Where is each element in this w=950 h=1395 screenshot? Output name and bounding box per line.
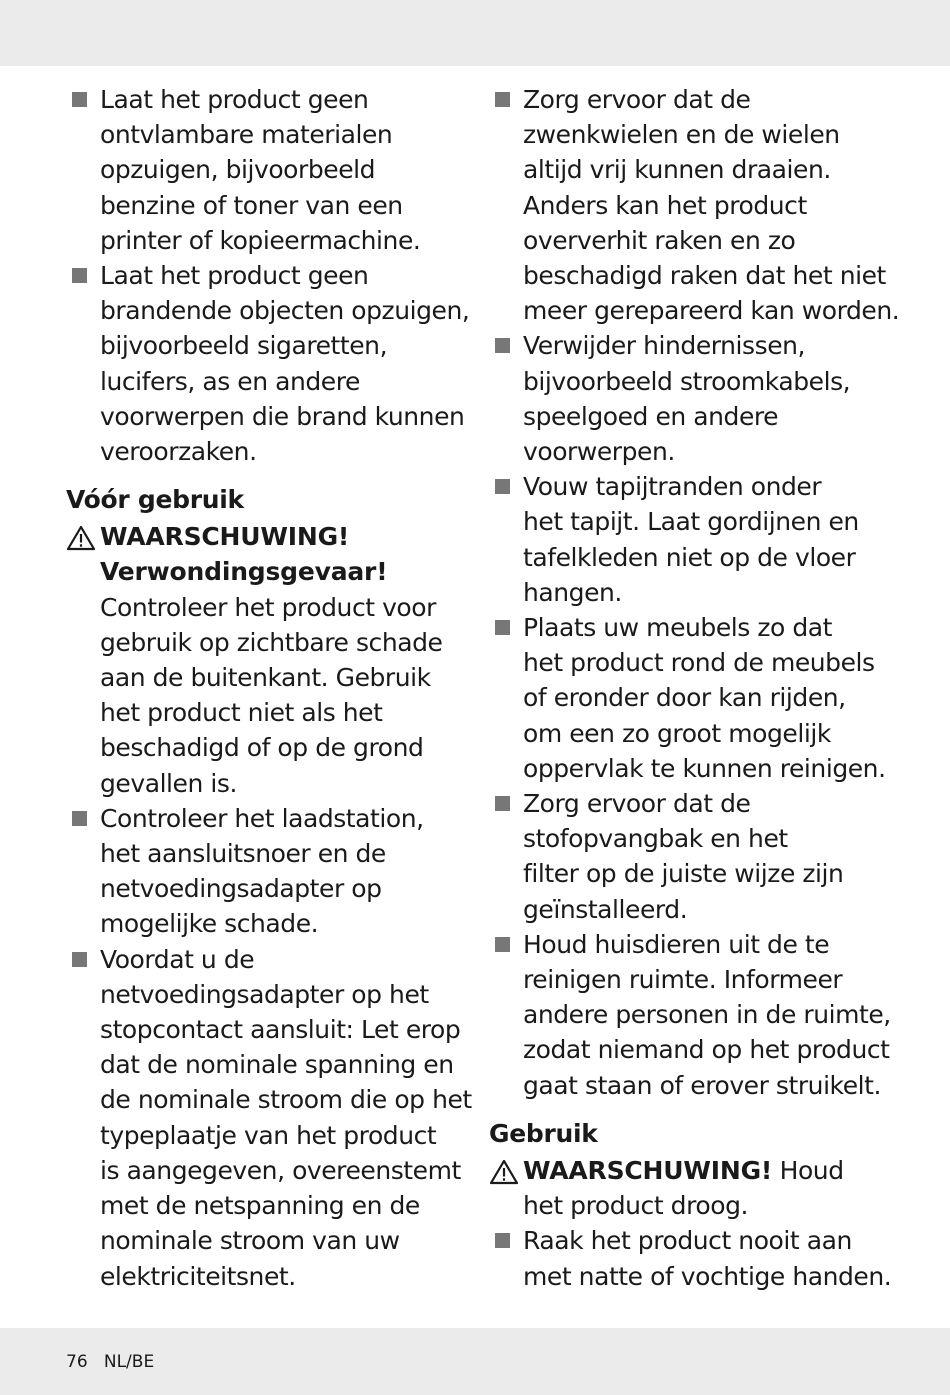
right-column xyxy=(489,82,900,1294)
warning-subtitle: Verwondingsgevaar! xyxy=(100,557,388,587)
warning-triangle-icon xyxy=(66,525,96,551)
warning-text-line: het product droog. xyxy=(523,1191,748,1221)
warning-block-injury xyxy=(66,519,466,801)
list-item-line: Plaats uw meubels zo dat xyxy=(523,613,832,643)
list-item-line: Zorg ervoor dat de xyxy=(523,85,751,114)
list-item-line: het product rond de meubels xyxy=(523,648,875,678)
list-item-line: beschadigd raken dat het niet xyxy=(523,261,886,291)
list-item-line: geïnstalleerd. xyxy=(523,894,688,924)
list-item-line: lucifers, as en andere xyxy=(100,366,360,396)
list-item-line: het tapijt. Laat gordijnen en xyxy=(523,507,859,537)
list-item-line: dat de nominale spanning en xyxy=(100,1050,454,1080)
list-item-line: reinigen ruimte. Informeer xyxy=(523,965,843,995)
list-item xyxy=(66,942,472,1294)
list-item-line: benzine of toner van een xyxy=(100,190,403,220)
list-item xyxy=(489,1223,892,1293)
list-item-line: is aangegeven, overeenstemt xyxy=(100,1155,461,1185)
list-item-line: elektriciteitsnet. xyxy=(100,1261,296,1291)
list-item-line: speelgoed en andere xyxy=(523,401,779,431)
list-item-line: hangen. xyxy=(523,577,622,607)
list-item xyxy=(489,469,889,610)
list-item-line: bijvoorbeeld sigaretten, xyxy=(100,331,388,361)
list-item xyxy=(66,801,466,942)
square-bullet-icon xyxy=(72,92,87,107)
list-item-line: oppervlak te kunnen reinigen. xyxy=(523,753,886,783)
list-item-line: Zorg ervoor dat de xyxy=(523,789,751,819)
list-item-line: gaat staan of erover struikelt. xyxy=(523,1070,881,1100)
list-item-line: opzuigen, bijvoorbeeld xyxy=(100,155,376,185)
list-item-line: om een zo groot mogelijk xyxy=(523,718,831,748)
list-item-line: voorwerpen die brand kunnen xyxy=(100,401,465,431)
warning-text-line: aan de buitenkant. Gebruik xyxy=(100,663,431,693)
page-footer xyxy=(66,1350,154,1374)
list-item-line: meer gerepareerd kan worden. xyxy=(523,296,900,326)
warning-triangle-icon xyxy=(489,1159,519,1185)
square-bullet-icon xyxy=(495,92,510,107)
square-bullet-icon xyxy=(495,620,510,635)
list-item xyxy=(489,786,889,927)
list-item-line: Houd huisdieren uit de te xyxy=(523,929,830,959)
warning-text xyxy=(100,590,466,801)
list-item-line: andere personen in de ruimte, xyxy=(523,1000,891,1030)
list-item-line: stofopvangbak en het xyxy=(523,824,788,854)
list-item-line: zodat niemand op het product xyxy=(523,1035,890,1065)
list-item-line: Vouw tapijtranden onder xyxy=(523,472,822,502)
list-item xyxy=(489,927,889,1103)
list-item-line: bijvoorbeeld stroomkabels, xyxy=(523,366,851,396)
list-item-line: met de netspanning en de xyxy=(100,1191,420,1221)
list-item-line: Raak het product nooit aan xyxy=(523,1226,852,1256)
list-item-line: Anders kan het product xyxy=(523,190,807,220)
right-list-b xyxy=(489,1223,892,1293)
list-item-line: nominale stroom van uw xyxy=(100,1226,400,1256)
list-item-line: het aansluitsnoer en de xyxy=(100,839,386,869)
square-bullet-icon xyxy=(72,952,87,967)
list-item-line: typeplaatje van het product xyxy=(100,1120,437,1150)
list-item-line: brandende objecten opzuigen, xyxy=(100,296,470,326)
warning-block-dry xyxy=(489,1153,889,1223)
warning-text-line: het product niet als het xyxy=(100,698,383,728)
list-item-line: netvoedingsadapter op het xyxy=(100,979,429,1009)
list-item-line: met natte of vochtige handen. xyxy=(523,1261,892,1291)
square-bullet-icon xyxy=(72,268,87,283)
list-item-line: voorwerpen. xyxy=(523,437,675,467)
warning-title: WAARSCHUWING! xyxy=(523,1155,773,1185)
left-list-b xyxy=(66,801,472,1294)
list-item-line: filter op de juiste wijze zijn xyxy=(523,859,844,889)
square-bullet-icon xyxy=(495,479,510,494)
warning-text xyxy=(523,1188,889,1223)
list-item-line: altijd vrij kunnen draaien. xyxy=(523,155,831,185)
list-item-line: mogelijke schade. xyxy=(100,909,319,939)
square-bullet-icon xyxy=(495,796,510,811)
warning-text-line: gebruik op zichtbare schade xyxy=(100,627,443,657)
header-band xyxy=(0,0,950,66)
list-item-line: ontvlambare materialen xyxy=(100,120,393,150)
left-list-a xyxy=(66,82,470,469)
list-item-line: stopcontact aansluit: Let erop xyxy=(100,1015,461,1045)
list-item xyxy=(489,328,889,469)
list-item-line: tafelkleden niet op de vloer xyxy=(523,542,856,572)
section-heading-before-use: Vóór gebruik xyxy=(66,485,244,515)
list-item xyxy=(489,610,889,786)
list-item-line: of eronder door kan rijden, xyxy=(523,683,846,713)
list-item xyxy=(66,82,466,258)
square-bullet-icon xyxy=(495,1233,510,1248)
list-item-line: Laat het product geen xyxy=(100,261,369,291)
list-item-line: netvoedingsadapter op xyxy=(100,874,382,904)
locale-label: NL/BE xyxy=(103,1352,155,1372)
warning-text-line: Controleer het product voor xyxy=(100,592,436,622)
right-list-a xyxy=(489,82,900,1103)
list-item-line: oververhit raken en zo xyxy=(523,225,796,255)
list-item-line: zwenkwielen en de wielen xyxy=(523,120,840,150)
list-item-line: printer of kopieermachine. xyxy=(100,225,421,255)
list-item-line: veroorzaken. xyxy=(100,437,257,467)
list-item-line: Verwijder hindernissen, xyxy=(523,331,806,361)
warning-text-line: gevallen is. xyxy=(100,768,237,798)
warning-text-line: beschadigd of op de grond xyxy=(100,733,424,763)
page-number: 76 xyxy=(66,1352,88,1372)
left-column xyxy=(66,82,472,1294)
square-bullet-icon xyxy=(72,811,87,826)
list-item-line: Controleer het laadstation, xyxy=(100,803,424,833)
list-item-line: de nominale stroom die op het xyxy=(100,1085,472,1115)
list-item-line: Laat het product geen xyxy=(100,85,369,114)
list-item xyxy=(489,82,900,328)
list-item xyxy=(66,258,470,469)
section-heading-use: Gebruik xyxy=(489,1118,598,1148)
square-bullet-icon xyxy=(495,338,510,353)
warning-title-rest: Houd xyxy=(772,1155,844,1185)
warning-title: WAARSCHUWING! xyxy=(100,522,350,552)
square-bullet-icon xyxy=(495,937,510,952)
list-item-line: Voordat u de xyxy=(100,944,255,974)
